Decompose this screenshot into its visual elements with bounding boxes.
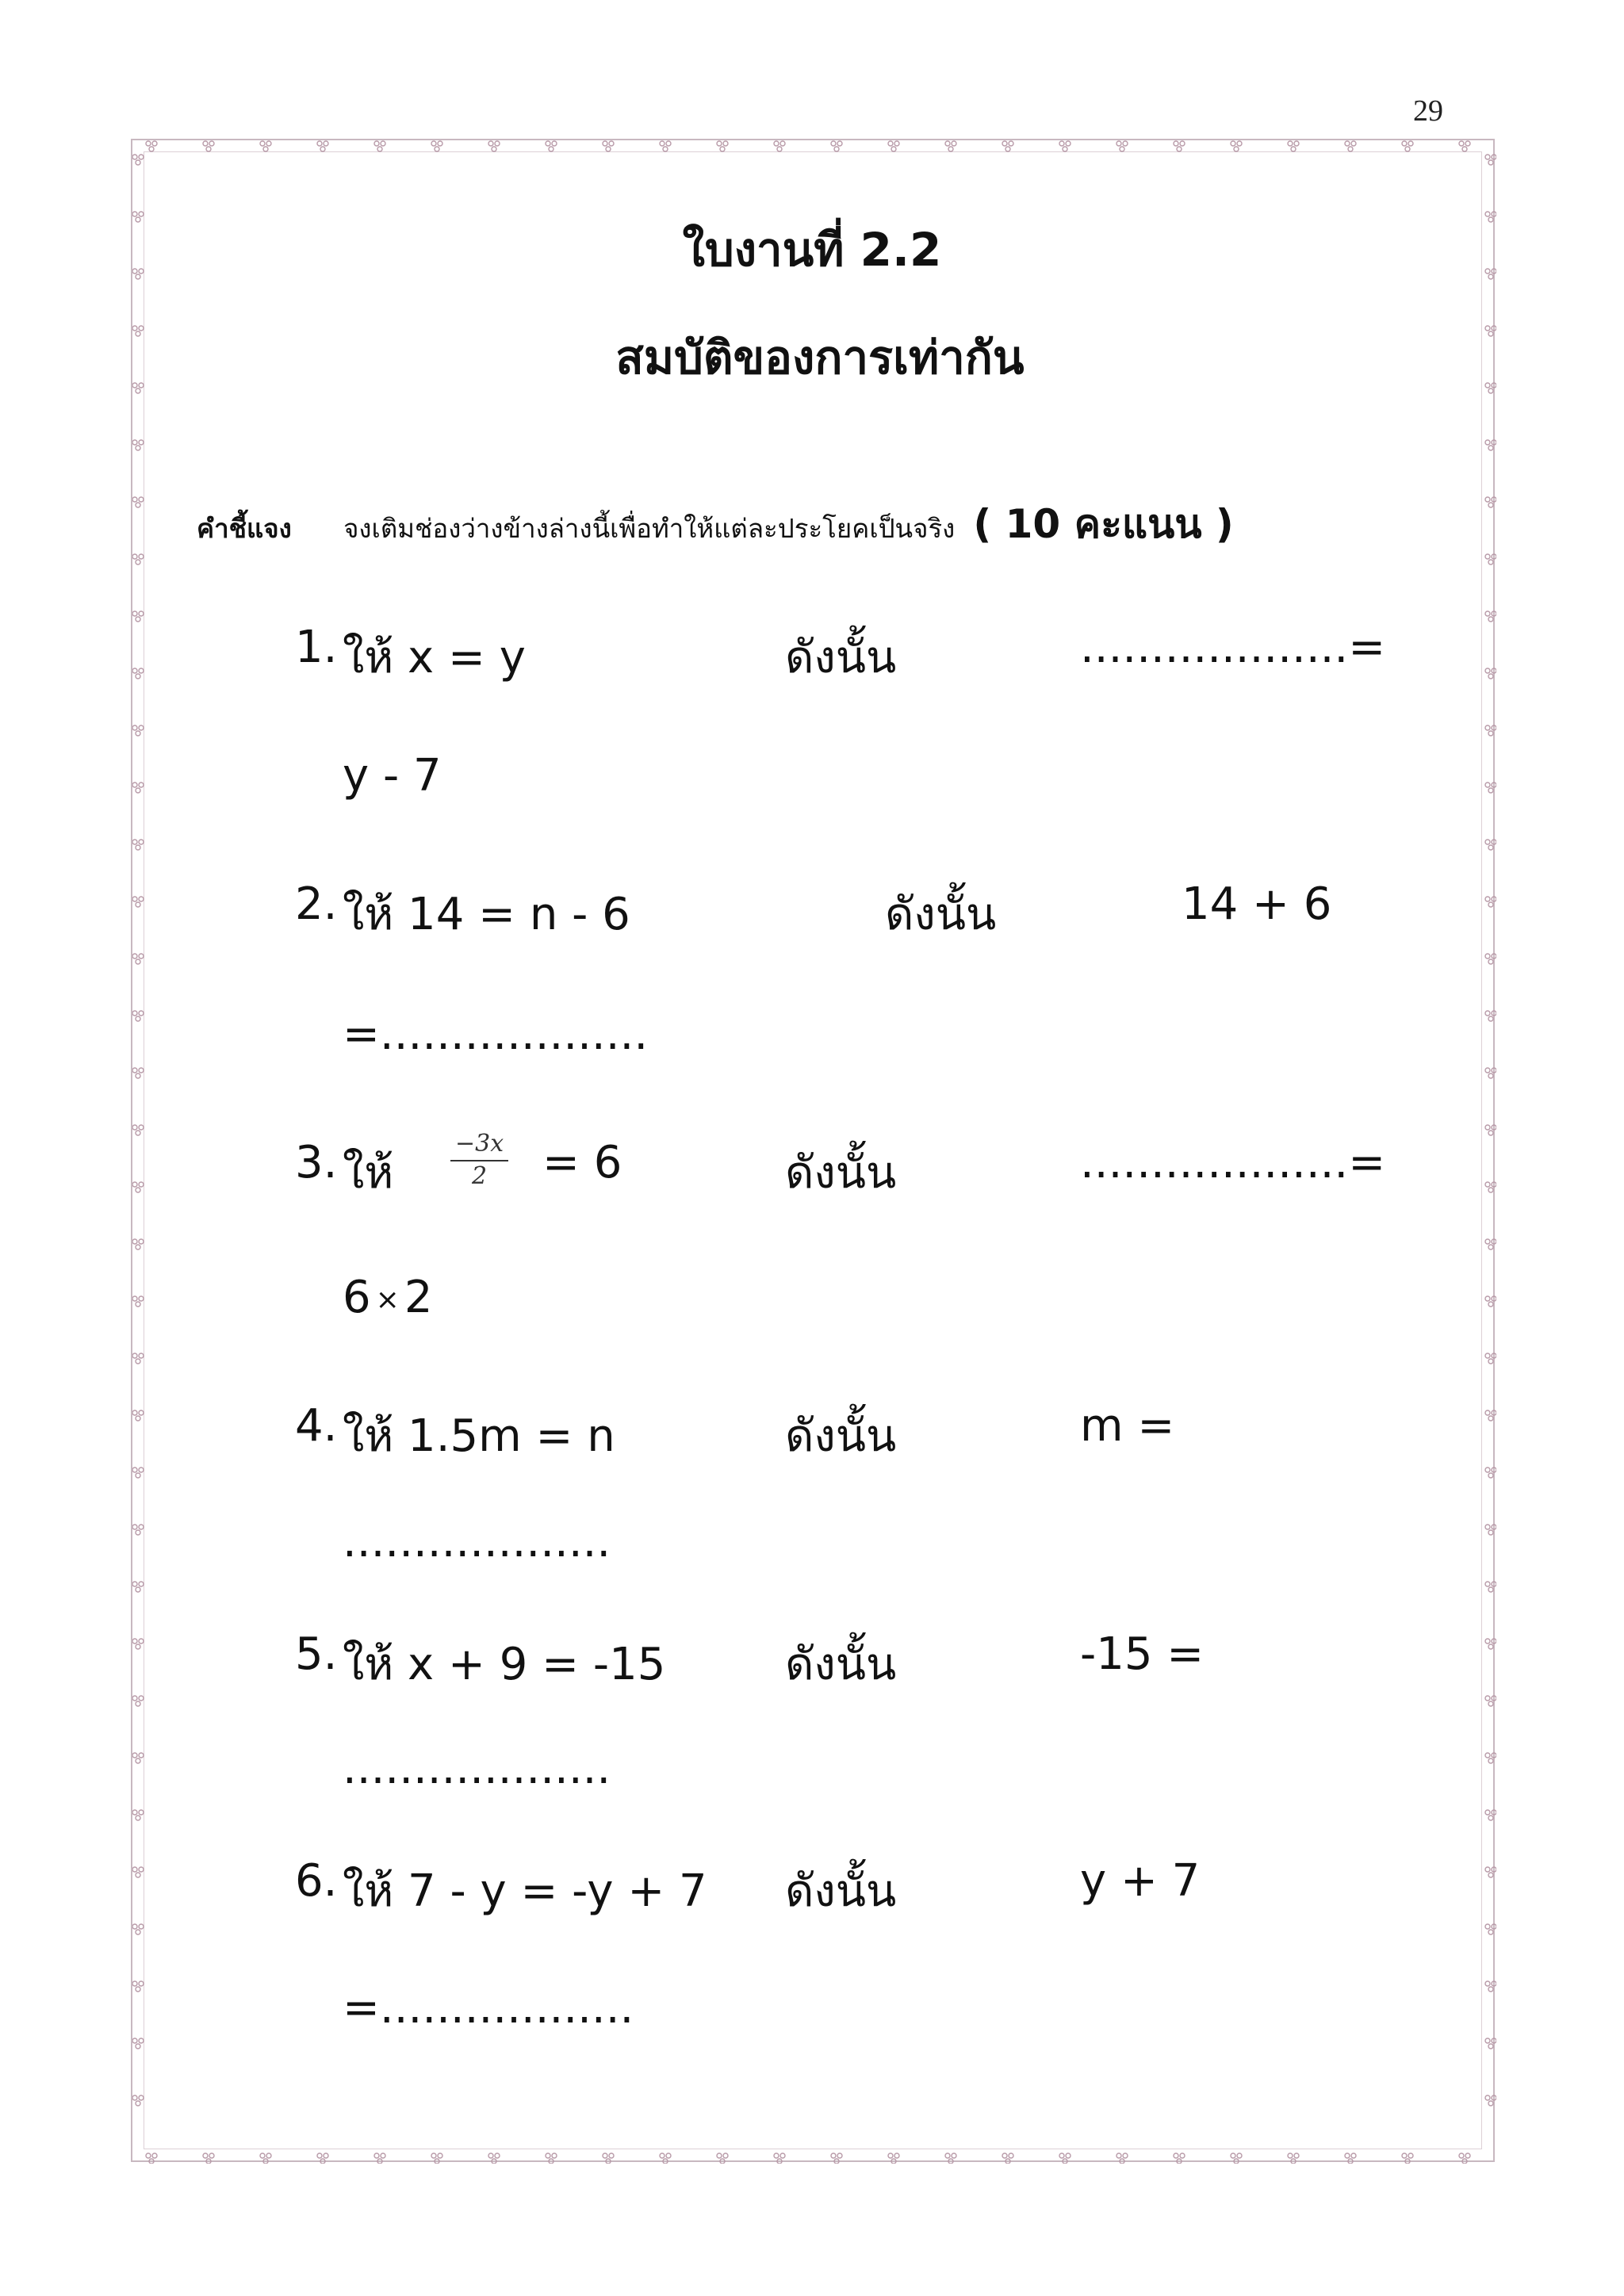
question-number: 2. xyxy=(295,878,338,930)
question-right-side: y + 7 xyxy=(1080,1855,1201,1907)
question-given: ให้ 7 - y = -y + 7 xyxy=(343,1866,707,1917)
continuation-factor: 6 xyxy=(343,1272,371,1323)
question-number: 1. xyxy=(295,622,338,673)
question-number: 6. xyxy=(295,1855,338,1907)
instructions-text: จงเติมช่องว่างข้างล่างนี้เพื่อทำให้แต่ละประโยคเป็นจริง xyxy=(343,513,956,544)
question-right-side: 14 + 6 xyxy=(1182,878,1332,930)
worksheet-title: ใบงานที่ 2.2 xyxy=(682,223,942,277)
question-given: ให้ 1.5m = n xyxy=(343,1410,615,1462)
question-given: ให้ x = y xyxy=(343,632,526,683)
instructions-label: คำชี้แจง xyxy=(197,513,292,544)
instructions xyxy=(197,493,1234,556)
question-given: ให้ x + 9 = -15 xyxy=(343,1639,666,1690)
worksheet-subtitle: สมบัติของการเท่ากัน xyxy=(615,331,1025,385)
question-given-rest: = 6 xyxy=(542,1137,622,1188)
question-therefore: ดังนั้น xyxy=(785,1147,897,1199)
question-given: ให้ 14 = n - 6 xyxy=(343,889,630,940)
question-number: 5. xyxy=(295,1628,338,1680)
question-continuation xyxy=(343,1272,432,1323)
instructions-score: ( 10 คะแนน ) xyxy=(973,501,1234,547)
question-therefore: ดังนั้น xyxy=(885,889,997,940)
question-therefore: ดังนั้น xyxy=(785,632,897,683)
answer-blank: ...................= xyxy=(1080,1137,1386,1188)
question-therefore: ดังนั้น xyxy=(785,1639,897,1690)
question-given: ให้ xyxy=(343,1147,394,1199)
answer-blank: ................... xyxy=(343,1743,611,1794)
fraction-expression xyxy=(450,1131,508,1190)
answer-blank: =................... xyxy=(343,1008,649,1060)
question-therefore: ดังนั้น xyxy=(785,1410,897,1462)
times-icon: × xyxy=(375,1284,400,1317)
page-number: 29 xyxy=(1413,94,1443,128)
question-number: 4. xyxy=(295,1400,338,1452)
continuation-factor: 2 xyxy=(404,1272,433,1323)
question-right-side: -15 = xyxy=(1080,1628,1205,1680)
answer-blank: ...................= xyxy=(1080,622,1386,673)
answer-blank: ................... xyxy=(343,1516,611,1567)
question-therefore: ดังนั้น xyxy=(785,1866,897,1917)
fraction-denominator: 2 xyxy=(472,1161,488,1190)
answer-blank: =.................. xyxy=(343,1982,634,2034)
question-right-side: m = xyxy=(1080,1400,1175,1452)
question-number: 3. xyxy=(295,1137,338,1188)
fraction-numerator: −3x xyxy=(450,1131,508,1161)
question-continuation: y - 7 xyxy=(343,750,442,802)
